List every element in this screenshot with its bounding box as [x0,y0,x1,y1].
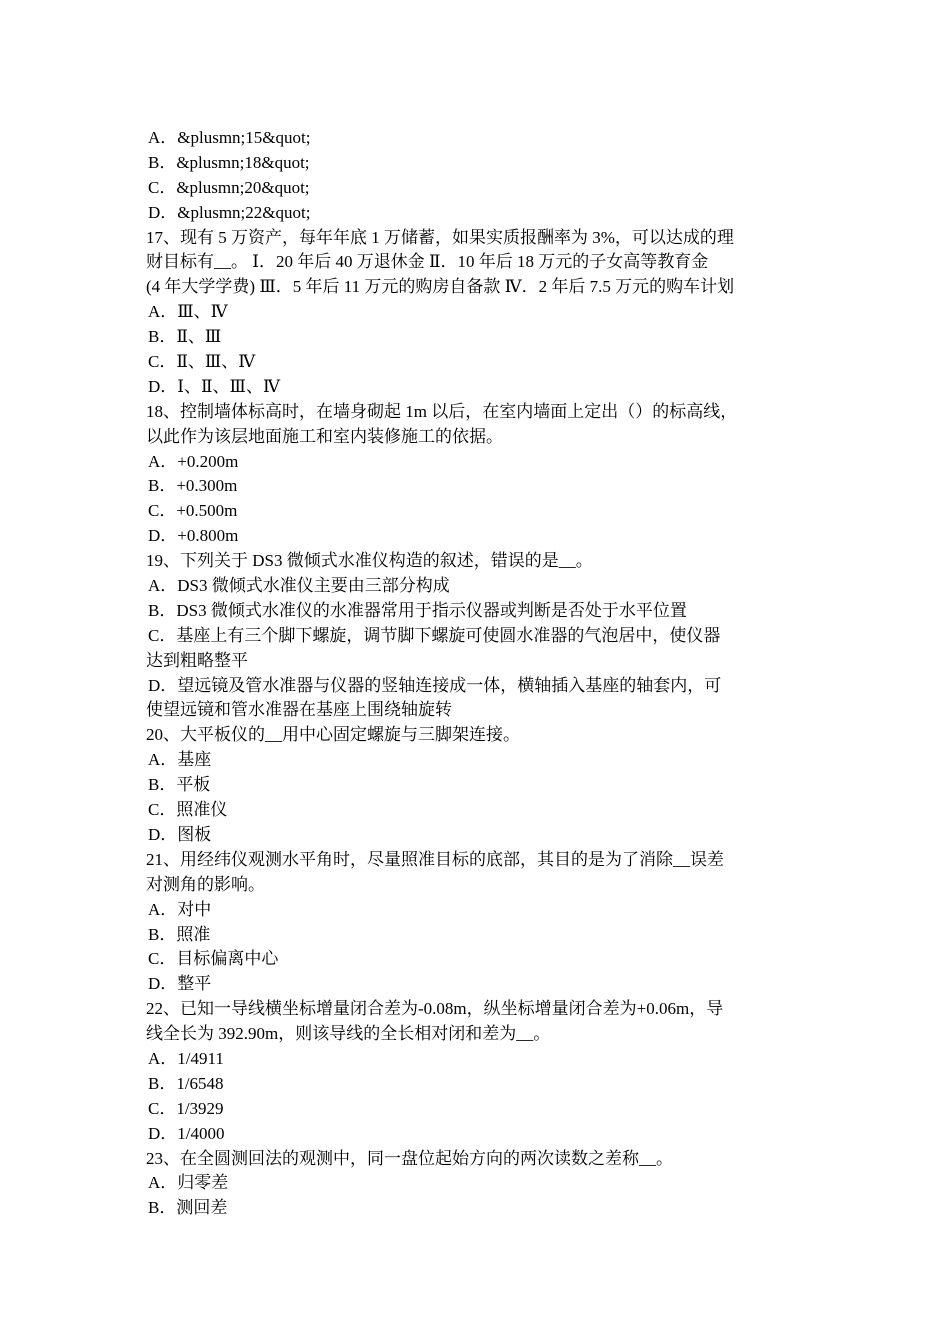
question-text-line: 线全长为 392.90m，则该导线的全长相对闭和差为__。 [146,1024,551,1044]
answer-option: B．&plusmn;18&quot; [148,152,310,172]
answer-option: A．基座 [148,750,212,770]
answer-option: A．对中 [148,899,212,919]
answer-option: C．基座上有三个脚下螺旋，调节脚下螺旋可使圆水准器的气泡居中，使仪器 [148,625,721,645]
answer-option: B．测回差 [148,1198,228,1218]
answer-option: B．+0.300m [148,476,238,496]
answer-option: B．Ⅱ、Ⅲ [148,327,222,347]
answer-option: D．1/4000 [148,1123,225,1143]
answer-option: C．1/3929 [148,1098,224,1118]
question-text-line: 以此作为该层地面施工和室内装修施工的依据。 [146,426,503,446]
answer-option: C．目标偏离中心 [148,949,279,969]
answer-option: A．DS3 微倾式水准仪主要由三部分构成 [148,576,450,596]
text-line: 使望远镜和管水准器在基座上围绕轴旋转 [146,700,452,720]
question-text-line: 18、控制墙体标高时，在墙身砌起 1m 以后，在室内墙面上定出（）的标高线， [146,401,738,421]
question-text-line: 财目标有__。 Ⅰ．20 年后 40 万退休金 Ⅱ．10 年后 18 万元的子女高等教育金 [146,252,709,272]
question-text-line: 19、下列关于 DS3 微倾式水准仪构造的叙述，错误的是__。 [146,551,593,571]
answer-option: C．+0.500m [148,501,238,521]
answer-option: D．整平 [148,974,212,994]
question-text-line: 17、现有 5 万资产，每年年底 1 万储蓄，如果实质报酬率为 3%，可以达成的理 [146,227,734,247]
question-text-line: 20、大平板仪的__用中心固定螺旋与三脚架连接。 [146,725,520,745]
answer-option: D．图板 [148,824,212,844]
answer-option: C．照准仪 [148,800,228,820]
answer-option: D．Ⅰ、Ⅱ、Ⅲ、Ⅳ [148,376,280,396]
answer-option: D．望远镜及管水准器与仪器的竖轴连接成一体，横轴插入基座的轴套内，可 [148,675,722,695]
answer-option: A．1/4911 [148,1048,224,1068]
question-text-line: 对测角的影响。 [146,874,265,894]
answer-option: A．+0.200m [148,451,239,471]
answer-option: A．&plusmn;15&quot; [148,128,311,147]
answer-option: B．照准 [148,924,211,944]
answer-option: C．&plusmn;20&quot; [148,177,310,197]
question-text-line: 23、在全圆测回法的观测中，同一盘位起始方向的两次读数之差称__。 [146,1148,673,1168]
answer-option: B．1/6548 [148,1073,224,1093]
answer-option: C．Ⅱ、Ⅲ、Ⅳ [148,352,256,372]
answer-option: D．+0.800m [148,526,239,546]
answer-option: B．DS3 微倾式水准仪的水准器常用于指示仪器或判断是否处于水平位置 [148,600,687,620]
document-body [146,126,818,1221]
question-text-line: 21、用经纬仪观测水平角时，尽量照准目标的底部，其目的是为了消除__误差 [146,849,724,869]
answer-option: D．&plusmn;22&quot; [148,202,311,222]
question-text-line: (4 年大学学费) Ⅲ．5 年后 11 万元的购房自备款 Ⅳ．2 年后 7.5 万元的购车计划 [146,277,735,297]
answer-option: A．Ⅲ、Ⅳ [148,302,228,322]
question-text-line: 22、已知一导线横坐标增量闭合差为-0.08m，纵坐标增量闭合差为+0.06m，导 [146,999,724,1019]
answer-option: B．平板 [148,775,211,795]
text-line: 达到粗略整平 [146,650,248,670]
answer-option: A．归零差 [148,1173,229,1193]
